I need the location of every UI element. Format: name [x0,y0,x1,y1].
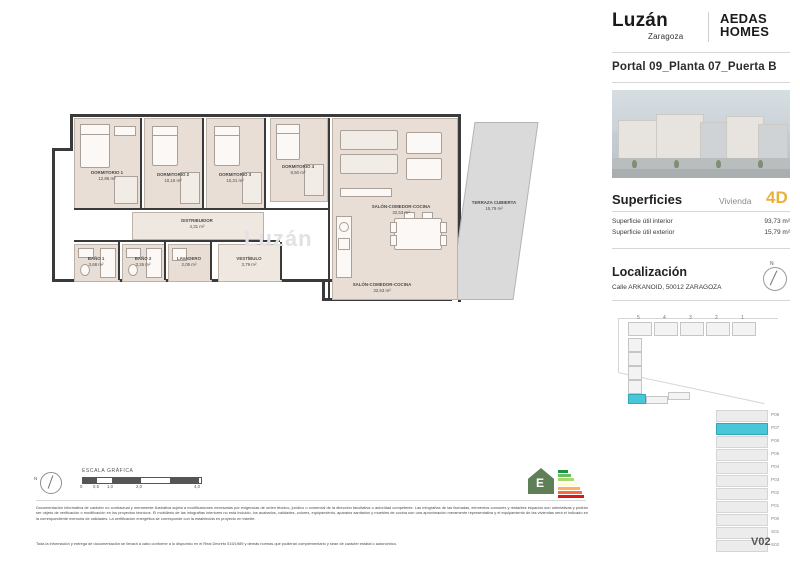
room-area: 32,53 m² [373,287,391,293]
floor-label: P01 [771,503,780,508]
room-name: DORMITORIO 1 [90,170,124,175]
site-block-number: 1 [741,315,744,321]
energy-bar [558,483,577,486]
room-label-dormitorio-2 [146,172,200,183]
site-block-number: 5 [637,315,640,321]
room-name: DORMITORIO 4 [281,164,315,169]
room-label-bano-1 [74,256,118,267]
dining-table-furniture [394,218,442,250]
energy-scale-bars [558,470,584,499]
sofa-furniture [340,154,398,174]
site-block-number: 4 [663,315,666,321]
room-label-vestibulo [218,256,280,267]
room-label-bano-2 [122,256,164,267]
exterior-wall [70,114,73,150]
floor-label: P07 [771,425,780,430]
room-label-dormitorio-1 [76,170,138,181]
compass-north-label: N [34,476,38,481]
floor-label: S02 [771,542,780,547]
version-label: V02 [751,536,771,548]
site-block [706,322,730,336]
energy-bar [558,470,568,473]
watermark: Luzán [244,226,313,251]
energy-bar [558,474,571,477]
site-block-highlight[interactable] [628,394,646,404]
room-label-distribuidor [152,218,242,229]
room-area: 2,05 m² [181,261,197,267]
divider-5 [612,300,790,301]
room-area: 10,31 m² [226,177,244,183]
site-block-number: 2 [715,315,718,321]
tree-icon [716,160,721,168]
room-area: 10,16 m² [164,177,182,183]
room-name: TERRAZA CUBIERTA [471,200,517,205]
energy-bar [558,478,574,481]
floor-row-p00[interactable] [716,514,780,526]
interior-wall [140,118,142,208]
graphic-scale [36,468,226,494]
site-plan [612,312,790,408]
scale-tick: 4,0 [194,484,200,489]
scale-bar [82,477,202,484]
chair-furniture [390,222,397,233]
tv-unit-furniture [340,188,392,197]
energy-rating-letter: E [536,476,545,490]
site-block [628,322,652,336]
building-block [758,124,788,160]
interior-wall [164,242,166,280]
exterior-wall [52,148,55,282]
floor-row-p03[interactable] [716,475,780,487]
chair-furniture [390,235,397,246]
location-address: Calle ARKANOID, 50012 ZARAGOZA [612,284,722,291]
road [612,169,790,178]
scale-tick: 0 [80,484,83,489]
room-name: BAÑO 1 [87,256,105,261]
site-boundary [618,318,778,319]
room-area: 3,26 m² [135,261,151,267]
room-name: SALÓN-COMEDOR-COCINA [371,204,431,209]
interior-wall [202,118,204,208]
room-label-dormitorio-3 [208,172,262,183]
room-name: VESTÍBULO [236,256,262,261]
room-area: 12,86 m² [98,175,116,181]
nightstand-furniture [114,126,136,136]
room-area: 3,68 m² [88,261,104,267]
surface-label: Superficie útil exterior [612,229,675,236]
interior-wall [74,208,330,210]
brand-divider [708,12,709,42]
site-boundary [618,318,619,372]
scale-tick: 0,5 [93,484,99,489]
chair-furniture [440,222,447,233]
brand-name: Luzán [612,10,668,31]
room-area: 4,31 m² [189,223,205,229]
surface-value: 15,79 m² [764,229,790,236]
room-label-lavadero [168,256,210,267]
legal-paragraph-1: Documentación informativa de carácter no contractual y meramente ilustrativa sujeta a modificaciones necesarias por exigencias de orden técnico, jurídico o comercial de la dirección facultativa o autoridad competente. Las infografías de las fachadas, elementos comunes y restantes espacios son orientativas y podrán ser objeto de verificación o modificación en los proyectos técnicos. El mobiliario de las infografías interiores no está incluido, los acabados, calidades, colores, equipamiento, aparatos sanitarios y muebles de cocina son una aproximación meramente representativa y el equipamiento de las viviendas será el indicado en la correspondiente memoria de calidades. La certificación energética se corresponde con la establecida en proyecto en trámite. [36,505,588,521]
company-logo [720,12,769,38]
surfaces-heading: Superficies [612,192,683,207]
scale-segment [170,478,199,483]
floor-row-p08[interactable] [716,410,780,422]
room-name: DISTRIBUIDOR [181,218,213,223]
room-label-salon-2 [332,282,432,293]
dwelling-label: Vivienda [719,196,752,206]
site-block [628,352,642,366]
energy-bar [558,487,580,490]
interior-wall [264,118,266,208]
floor-row-p06[interactable] [716,436,780,448]
building-block [656,114,704,160]
room-area: 8,50 m² [290,169,306,175]
company-line-2: HOMES [720,24,770,39]
chair-furniture [440,235,447,246]
energy-bar [558,495,584,498]
room-name: SALÓN-COMEDOR-COCINA [352,282,412,287]
room-area: 3,79 m² [241,261,257,267]
floor-label: P03 [771,477,780,482]
site-block [646,396,668,404]
site-block [732,322,756,336]
site-block [628,380,642,394]
site-block [654,322,678,336]
room-name: LAVADERO [177,256,201,261]
tree-icon [632,160,637,168]
building-render-image [612,90,790,178]
interior-wall [210,242,212,280]
sofa-furniture [340,130,398,150]
floor-label: P04 [771,464,780,469]
hob-furniture [338,238,350,250]
floor-label: P08 [771,412,780,417]
pillow-furniture [276,124,300,134]
site-block [680,322,704,336]
armchair-furniture [406,158,442,180]
room-name: BAÑO 2 [134,256,152,261]
pillow-furniture [80,124,110,135]
floor-plan [22,96,582,346]
company-line-1: AEDAS [720,11,768,26]
scale-tick: 1,0 [107,484,113,489]
energy-rating-badge [528,466,586,496]
divider-2 [612,82,790,83]
divider-top [612,52,790,53]
floor-row-p04[interactable] [716,462,780,474]
floor-row-p05[interactable] [716,449,780,461]
site-block-number: 3 [689,315,692,321]
room-label-terraza [464,200,524,211]
floor-stack [716,410,780,553]
room-name: DORMITORIO 3 [218,172,252,177]
scale-tick: 2,0 [136,484,142,489]
room-area: 15,79 m² [485,205,503,211]
surface-label: Superficie útil interior [612,218,673,225]
dwelling-type-badge: 4D [766,188,788,207]
divider-3 [612,211,790,212]
armchair-furniture [406,132,442,154]
page-title: Portal 09_Planta 07_Puerta B [612,61,777,73]
compass-circle [40,472,62,494]
site-block [628,366,642,380]
exterior-wall [70,114,460,117]
floor-row-p01[interactable] [716,501,780,513]
scale-segment [83,478,97,483]
divider-4 [612,248,790,249]
floor-label: P02 [771,490,780,495]
room-name: DORMITORIO 2 [156,172,190,177]
brand-city: Zaragoza [648,32,684,41]
exterior-wall [52,148,73,151]
legal-paragraph-2: Toda la información y entrega de documentación se llevará a cabo conforme a lo dispuesto en el Real Decreto 515/1989 y demás normas que pudieran complementarlo y sean de carácter estatal o autonómico. [36,541,397,546]
scale-segment [112,478,141,483]
divider-legal [36,500,586,501]
tree-icon [758,160,763,168]
compass-icon-small [34,470,62,494]
floor-label: P05 [771,451,780,456]
location-heading: Localización [612,265,688,279]
interior-wall [118,242,120,280]
brand-block [612,10,790,44]
scale-title: ESCALA GRÁFICA [82,468,134,474]
pillow-furniture [152,126,178,136]
tree-icon [674,160,679,168]
floor-label: S01 [771,529,780,534]
surface-value: 93,73 m² [764,218,790,225]
pillow-furniture [214,126,240,136]
floor-label: P06 [771,438,780,443]
building-block [618,120,660,160]
room-label-dormitorio-4 [272,164,324,175]
site-block [668,392,690,400]
room-area: 32,53 m² [392,209,410,215]
floor-label: P00 [771,516,780,521]
room-label-salon-1 [358,204,444,215]
site-block [628,338,642,352]
compass-north-label: N [770,261,774,267]
floor-row-p07[interactable] [716,423,780,435]
compass-icon [760,261,788,292]
floor-row-p02[interactable] [716,488,780,500]
energy-bar [558,491,582,494]
sink-furniture [339,222,349,232]
